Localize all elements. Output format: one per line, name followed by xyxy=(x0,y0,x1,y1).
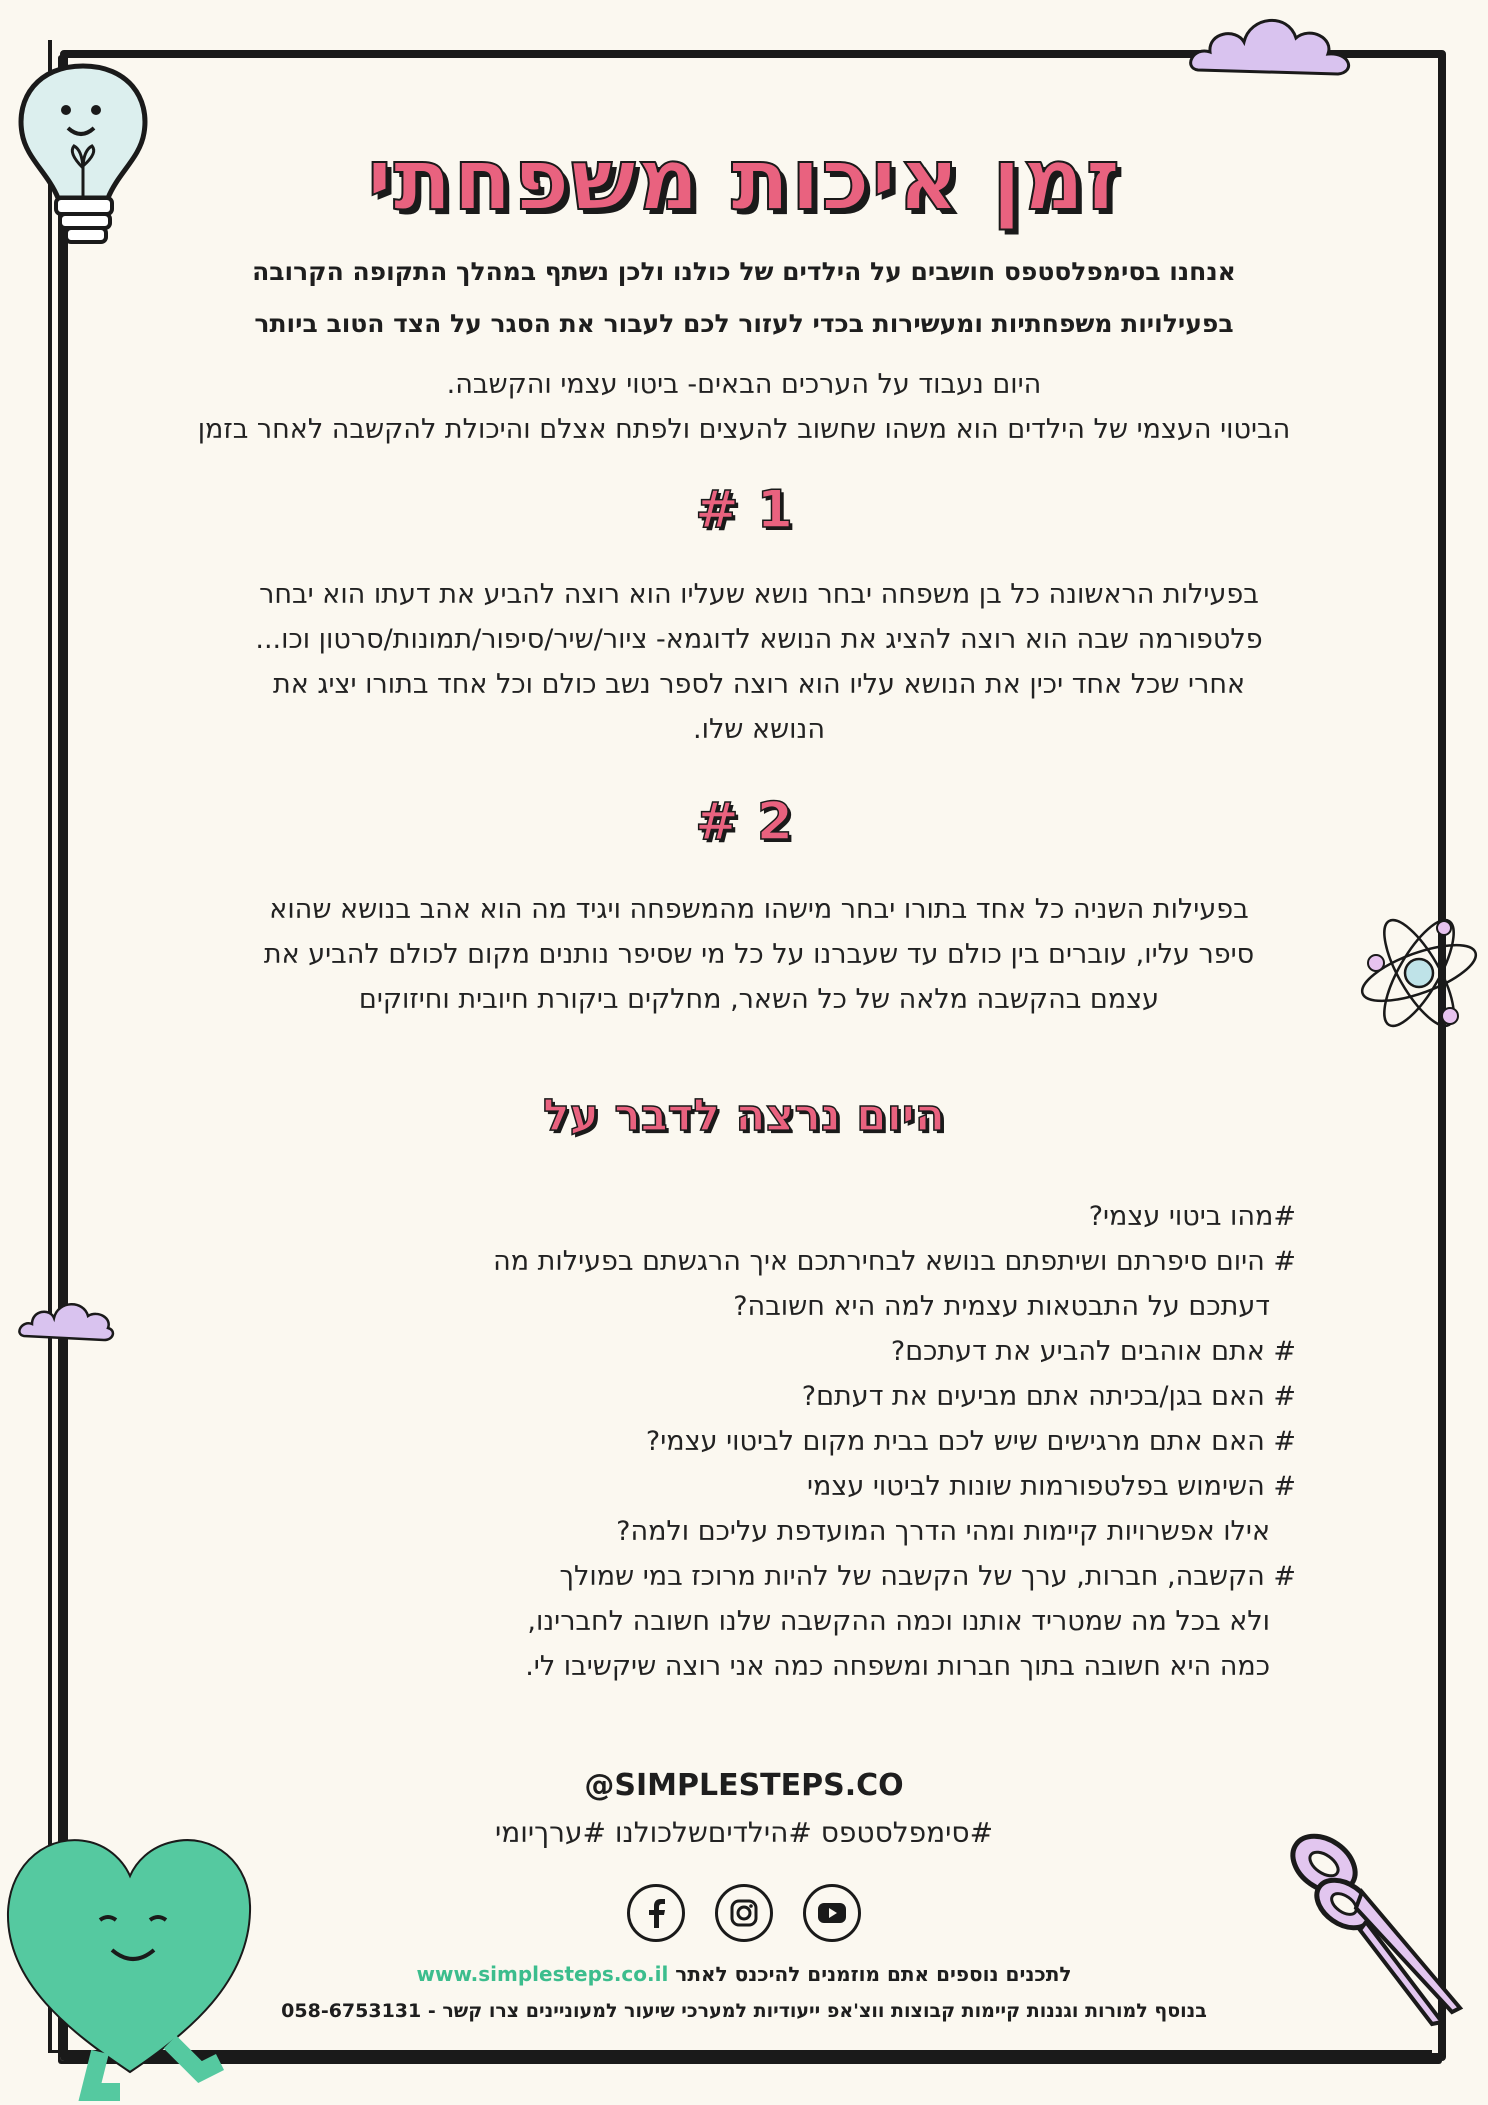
paragraph-line: בפעילות השניה כל אחד בתורו יבחר מישהו מהמשפחה ויגיד מה הוא אהב בנושא שהוא xyxy=(269,894,1249,925)
intro-line: אנחנו בסימפלסטפס חושבים על הילדים של כולנו ולכן נשתף במהלך התקופה הקרובה xyxy=(252,257,1236,286)
facebook-icon[interactable] xyxy=(627,1884,685,1942)
question-item: # הקשבה, חברות, ערך של הקשבה של להיות מרוכז במי שמולך xyxy=(559,1561,1296,1592)
discussion-questions xyxy=(396,1194,1296,1689)
question-item: כמה היא חשובה בתוך חברות ומשפחה כמה אני רוצה שיקשיבו לי. xyxy=(525,1651,1270,1682)
page-title: זמן איכות משפחתי xyxy=(366,130,1122,230)
question-item: אילו אפשרויות קיימות ומהי הדרך המועדפת עליכם ולמה? xyxy=(616,1516,1270,1547)
question-item: ולא בכל מה שמטריד אותנו וכמה ההקשבה שלנו חשובה לחברינו, xyxy=(527,1606,1270,1637)
values-line: הביטוי העצמי של הילדים הוא משהו שחשוב להעצים ולפתח אצלם והיכולת להקשבה לאחר בזמן xyxy=(197,414,1291,445)
social-icons xyxy=(0,1884,1488,1944)
footer-website-line xyxy=(0,1962,1488,1986)
paragraph-line: פלטפורמה שבה הוא רוצה להציג את הנושא לדוגמא- ציור/שיר/סיפור/תמונות/סרטון וכו... xyxy=(255,624,1263,655)
question-item: # השימוש בפלטפורמות שונות לביטוי עצמי xyxy=(807,1471,1296,1502)
paragraph-line: בפעילות הראשונה כל בן משפחה יבחר נושא שעליו הוא רוצה להביע את דעתו הוא יבחר xyxy=(259,579,1259,610)
paragraph-line: הנושא שלו. xyxy=(693,714,825,745)
intro-text xyxy=(180,246,1308,350)
activity-1-number: # 1 xyxy=(695,480,793,540)
social-handle[interactable]: @SIMPLESTEPS.CO xyxy=(584,1768,904,1803)
footer-text: לתכנים נוספים אתם מוזמנים להיכנס לאתר xyxy=(675,1962,1072,1986)
values-line: היום נעבוד על הערכים הבאים- ביטוי עצמי והקשבה. xyxy=(446,369,1042,400)
question-item: # היום סיפרתם ושיתפתם בנושא לבחירתכם איך הרגשתם בפעילות מה xyxy=(493,1246,1296,1277)
question-item: # האם אתם מרגישים שיש לכם בבית מקום לביטוי עצמי? xyxy=(645,1426,1296,1457)
question-item: דעתכם על התבטאות עצמית למה היא חשובה? xyxy=(733,1291,1270,1322)
values-text xyxy=(140,362,1348,452)
question-item: # אתם אוהבים להביע את דעתכם? xyxy=(890,1336,1296,1367)
question-item: # האם בגן/בכיתה אתם מביעים את דעתם? xyxy=(801,1381,1296,1412)
footer-contact-line: בנוסף למורות וגננות קיימות קבוצות ווצ'אפ ייעודיות למערכי שיעור למעוניינים צרו קשר - 058-6753131 xyxy=(281,2000,1207,2022)
paragraph-line: סיפר עליו, עוברים בין כולם עד שעברנו על כל מי שסיפר נותנים מקום לכולם להביע את xyxy=(263,939,1255,970)
instagram-icon[interactable] xyxy=(715,1884,773,1942)
hashtags: #סימפלסטפס #הילדיםשלכולנו #ערךיומי xyxy=(494,1816,994,1849)
paragraph-line: אחרי שכל אחד יכין את הנושא עליו הוא רוצה לספר נשב כולם וכל אחד בתורו יציג את xyxy=(272,669,1246,700)
activity-2-text xyxy=(210,887,1308,1022)
paragraph-line: עצמם בהקשבה מלאה של כל השאר, מחלקים ביקורת חיובית וחיזוקים xyxy=(358,984,1160,1015)
activity-1-text xyxy=(210,572,1308,752)
discussion-title: היום נרצה לדבר על xyxy=(543,1090,945,1141)
question-item: #מהו ביטוי עצמי? xyxy=(1088,1201,1296,1232)
youtube-icon[interactable] xyxy=(803,1884,861,1942)
activity-2-number: # 2 xyxy=(695,792,793,852)
intro-line: בפעילויות משפחתיות ומעשירות בכדי לעזור לכם לעבור את הסגר על הצד הטוב ביותר xyxy=(254,309,1234,338)
website-link[interactable]: www.simplesteps.co.il xyxy=(416,1962,669,1986)
